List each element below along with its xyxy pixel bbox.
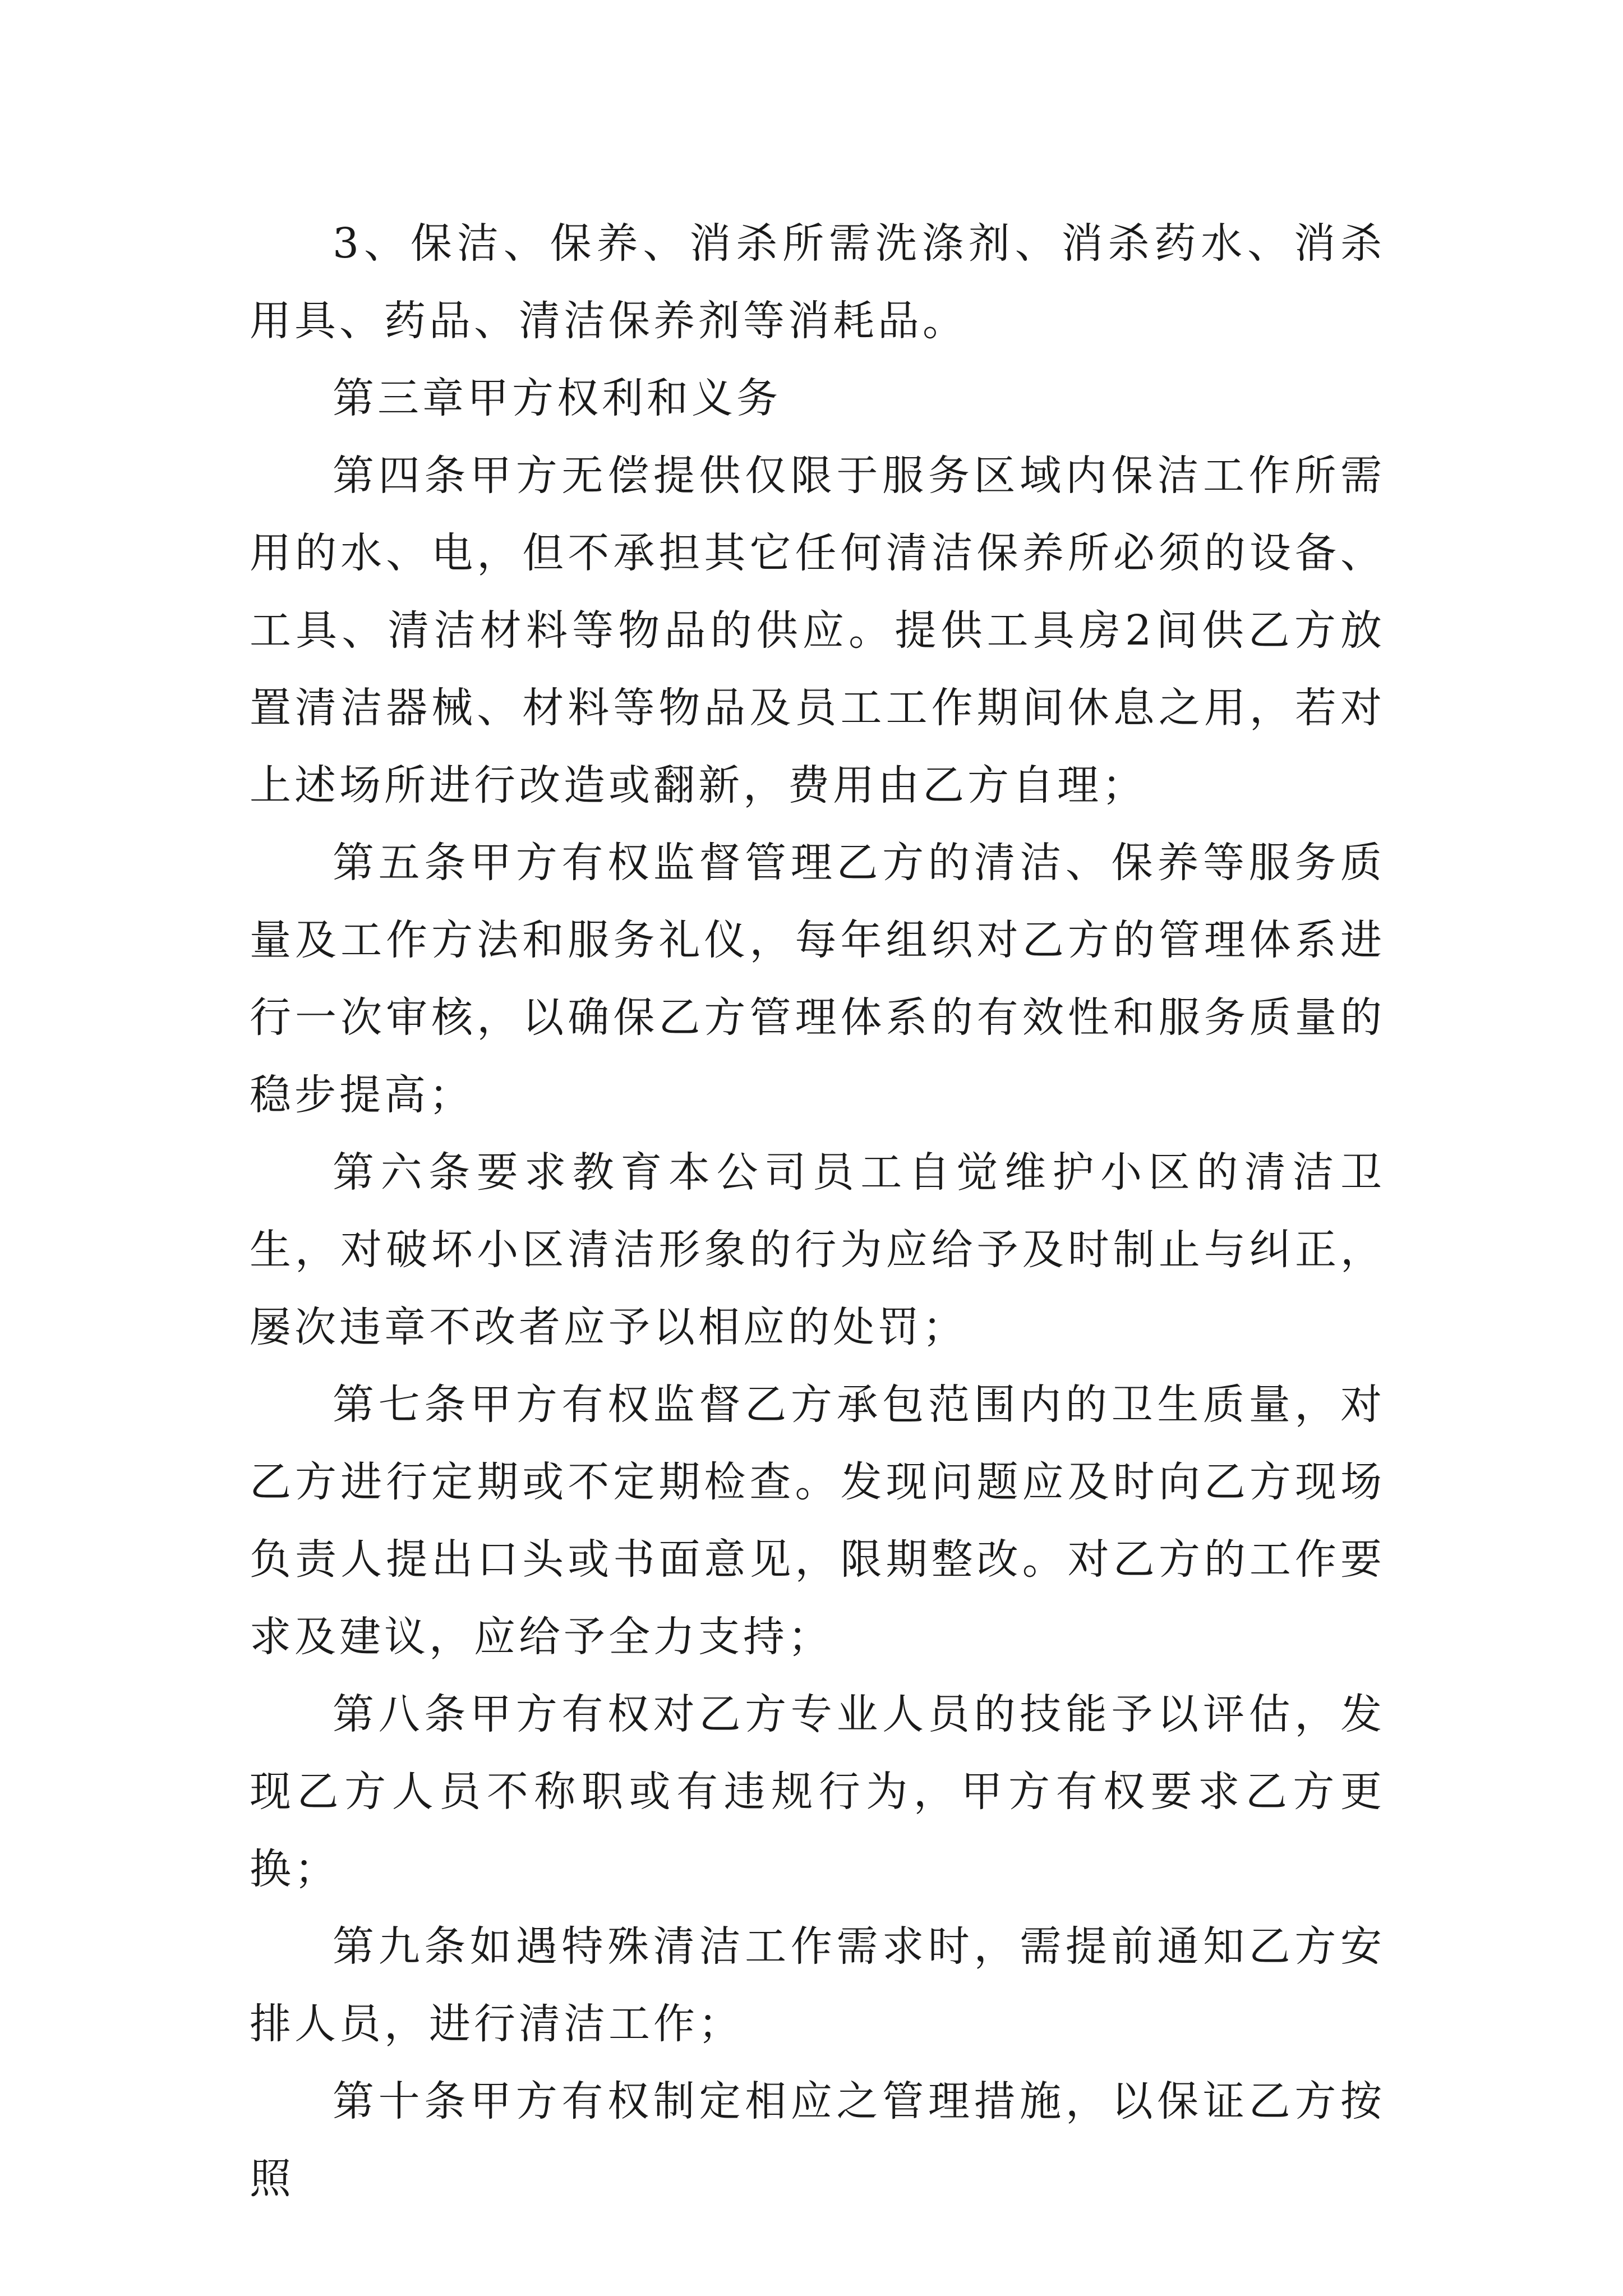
paragraph-consumables: 3、保洁、保养、消杀所需洗涤剂、消杀药水、消杀用具、药品、清洁保养剂等消耗品。 — [250, 219, 1385, 345]
article-6: 第六条要求教育本公司员工自觉维护小区的清洁卫生，对破坏小区清洁形象的行为应给予及时制止与纠正，屡次违章不改者应予以相应的处罚； — [250, 1148, 1385, 1351]
article-8: 第八条甲方有权对乙方专业人员的技能予以评估，发现乙方人员不称职或有违规行为，甲方有权要求乙方更换； — [250, 1690, 1385, 1893]
article-4: 第四条甲方无偿提供仅限于服务区域内保洁工作所需用的水、电，但不承担其它任何清洁保养所必须的设备、工具、清洁材料等物品的供应。提供工具房2间供乙方放置清洁器械、材料等物品及员工工作期间休息之用，若对上述场所进行改造或翻新，费用由乙方自理； — [250, 452, 1385, 809]
chapter-heading-party-a-rights: 第三章甲方权利和义务 — [333, 374, 781, 422]
article-7: 第七条甲方有权监督乙方承包范围内的卫生质量，对乙方进行定期或不定期检查。发现问题应及时向乙方现场负责人提出口头或书面意见，限期整改。对乙方的工作要求及建议，应给予全力支持； — [250, 1381, 1385, 1661]
article-10: 第十条甲方有权制定相应之管理措施，以保证乙方按照 — [250, 2077, 1385, 2203]
document-body — [250, 205, 1385, 2217]
article-9: 第九条如遇特殊清洁工作需求时，需提前通知乙方安排人员，进行清洁工作； — [250, 1922, 1385, 2048]
article-5: 第五条甲方有权监督管理乙方的清洁、保养等服务质量及工作方法和服务礼仪，每年组织对乙方的管理体系进行一次审核，以确保乙方管理体系的有效性和服务质量的稳步提高； — [250, 839, 1385, 1119]
